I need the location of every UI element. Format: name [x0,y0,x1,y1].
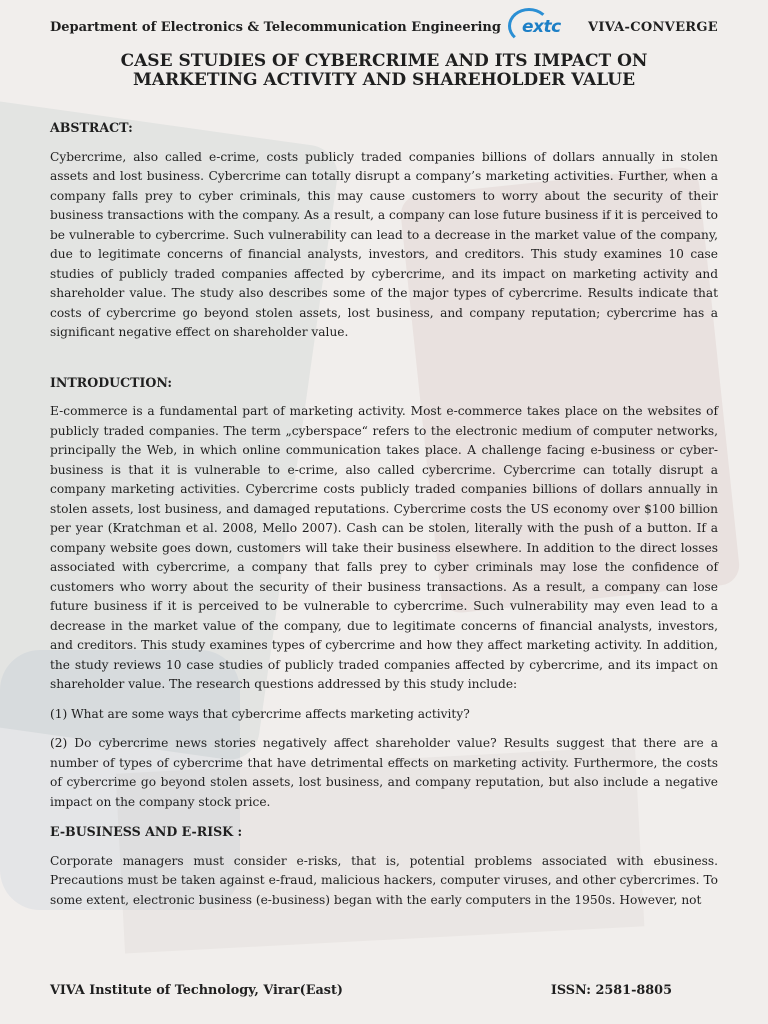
abstract-heading: ABSTRACT: [50,120,133,135]
ebusiness-heading: E-BUSINESS AND E-RISK : [50,824,243,839]
page-header [50,14,718,44]
department-name: Department of Electronics & Telecommunication Engineering [50,20,501,35]
page-footer [50,983,718,1003]
issn-number: ISSN: 2581-8805 [550,983,672,998]
ebusiness-text: Corporate managers must consider e-risks, that is, potential problems associated with ebusiness. Precautions must be taken against e-fraud, malicious hackers, computer viruses, and other cybercrimes. To some extent, electronic business (e-business) began with the early computers in the 1950s. However, not [50,853,718,907]
logo-text: extc [522,17,561,37]
research-question-1: (1) What are some ways that cybercrime affects marketing activity? [50,706,470,721]
conference-brand: VIVA-CONVERGE [588,20,718,35]
paper-body [50,118,718,910]
research-question-2: (2) Do cybercrime news stories negatively affect shareholder value? Results suggest that there are a number of types of cybercrime that have detrimental effects on marketing activity. Furthermore, the costs of cybercrime go beyond stolen assets, lost business, and company reputation, but also include a negative impact on the company stock price. [50,736,718,809]
introduction-heading: INTRODUCTION: [50,374,173,390]
paper-title: CASE STUDIES OF CYBERCRIME AND ITS IMPACT ON MARKETING ACTIVITY AND SHAREHOLDER VALUE [120,51,648,90]
extc-logo [508,8,582,44]
institute-name: VIVA Institute of Technology, Virar(East) [50,983,343,998]
introduction-text: E-commerce is a fundamental part of marketing activity. Most e-commerce takes place on the websites of publicly traded companies. The term „cyberspace“ refers to the electronic medium of computer networks, principally the Web, in which online communication takes place. A challenge facing e-business or cyber-business is that it is vulnerable to e-crime, also called cybercrime. Cybercrime can totally disrupt a company marketing activities. Cybercrime costs publicly traded companies billions of dollars annually in stolen assets, lost business, and damaged reputations. Cybercrime costs the US economy over $100 billion per year (Kratchman et al. 2008, Mello 2007). Cash can be stolen, literally with the push of a button. If a company website goes down, customers will take their business elsewhere. In addition to the direct losses associated with cybercrime, a company that falls prey to cyber criminals may lose the confidence of customers who worry about the security of their business transactions. As a result, a company can lose future business if it is perceived to be vulnerable to cybercrime. Such vulnerability may even lead to a decrease in the market value of the company, due to legitimate concerns of financial analysts, investors, and creditors. This study examines types of cybercrime and how they affect marketing activity. In addition, the study reviews 10 case studies of publicly traded companies affected by cybercrime, and its impact on shareholder value. The research questions addressed by this study include: [50,404,718,691]
abstract-text: Cybercrime, also called e-crime, costs publicly traded companies billions of dollars annually in stolen assets and lost business. Cybercrime can totally disrupt a company’s marketing activities. Further, when a company falls prey to cyber criminals, this may cause customers to worry about the security of their business transactions with the company. As a result, a company can lose future business if it is perceived to be vulnerable to cybercrime. Such vulnerability can lead to a decrease in the market value of the company, due to legitimate concerns of financial analysts, investors, and creditors. This study examines 10 case studies of publicly traded companies affected by cybercrime, and its impact on marketing activity and shareholder value. The study also describes some of the major types of cybercrime. Results indicate that costs of cybercrime go beyond stolen assets, lost business, and company reputation; cybercrime has a significant negative effect on shareholder value. [50,149,718,339]
